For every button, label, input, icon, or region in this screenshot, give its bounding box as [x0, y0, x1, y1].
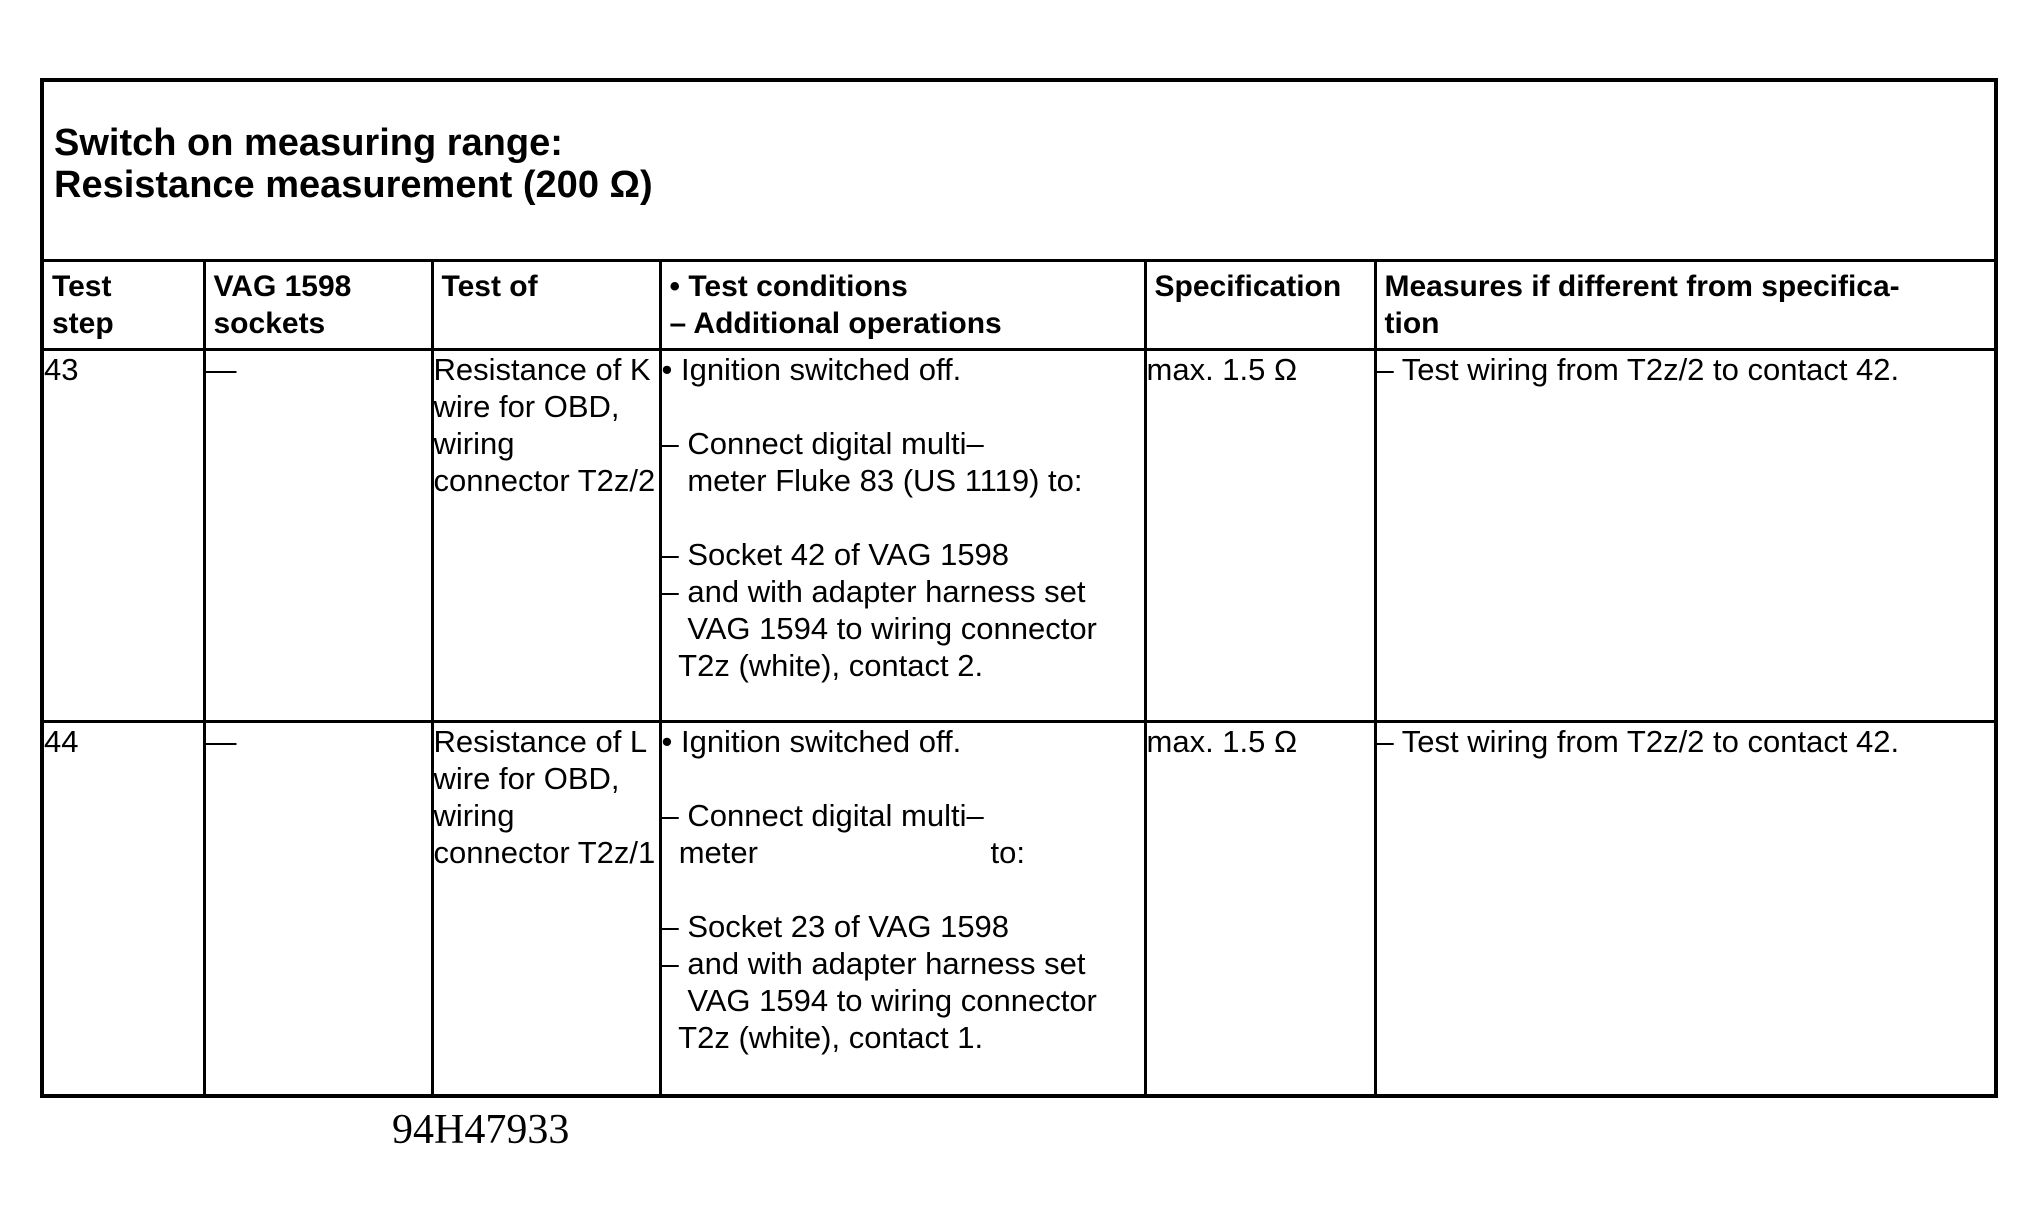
- test-conditions: • Ignition switched off. – Connect digital multi– meter to: – Socket 23 of VAG 1598 – and with adapter harness set VAG 1594 to wiring connector T2z (white), contact 1.: [660, 722, 1145, 1094]
- test-table-frame: [40, 78, 1998, 1098]
- measuring-range-line-1: Switch on measuring range:: [54, 122, 563, 164]
- header-conditions: • Test conditions – Additional operations: [660, 261, 1145, 350]
- measuring-range-heading: [54, 122, 653, 206]
- test-of-text: Resistance of L wire for OBD, wiring connector T2z/1: [432, 722, 660, 1094]
- test-step-number: 43: [44, 350, 204, 722]
- header-specification: Specification: [1145, 261, 1375, 350]
- test-conditions: • Ignition switched off. – Connect digital multi– meter Fluke 83 (US 1119) to: – Socket 42 of VAG 1598 – and with adapter harness set VAG 1594 to wiring connector T2z (white), contact 2.: [660, 350, 1145, 722]
- specification-value: max. 1.5 Ω: [1145, 350, 1375, 722]
- specification-value: max. 1.5 Ω: [1145, 722, 1375, 1094]
- header-test-of: Test of: [432, 261, 660, 350]
- measuring-range-line-2: Resistance measurement (200 Ω): [54, 164, 653, 206]
- sockets-value: —: [204, 722, 432, 1094]
- table-header-row: [44, 261, 1994, 350]
- test-of-text: Resistance of K wire for OBD, wiring connector T2z/2: [432, 350, 660, 722]
- table-row: [44, 722, 1994, 1094]
- corrective-measure: – Test wiring from T2z/2 to contact 42.: [1375, 722, 1994, 1094]
- test-step-number: 44: [44, 722, 204, 1094]
- table-row: [44, 350, 1994, 722]
- header-test-step: Test step: [44, 261, 204, 350]
- header-measures: Measures if different from specifica- tion: [1375, 261, 1994, 350]
- corrective-measure: – Test wiring from T2z/2 to contact 42.: [1375, 350, 1994, 722]
- header-sockets: VAG 1598 sockets: [204, 261, 432, 350]
- test-steps-table: [44, 259, 1994, 1094]
- sockets-value: —: [204, 350, 432, 722]
- figure-id: 94H47933: [392, 1107, 570, 1153]
